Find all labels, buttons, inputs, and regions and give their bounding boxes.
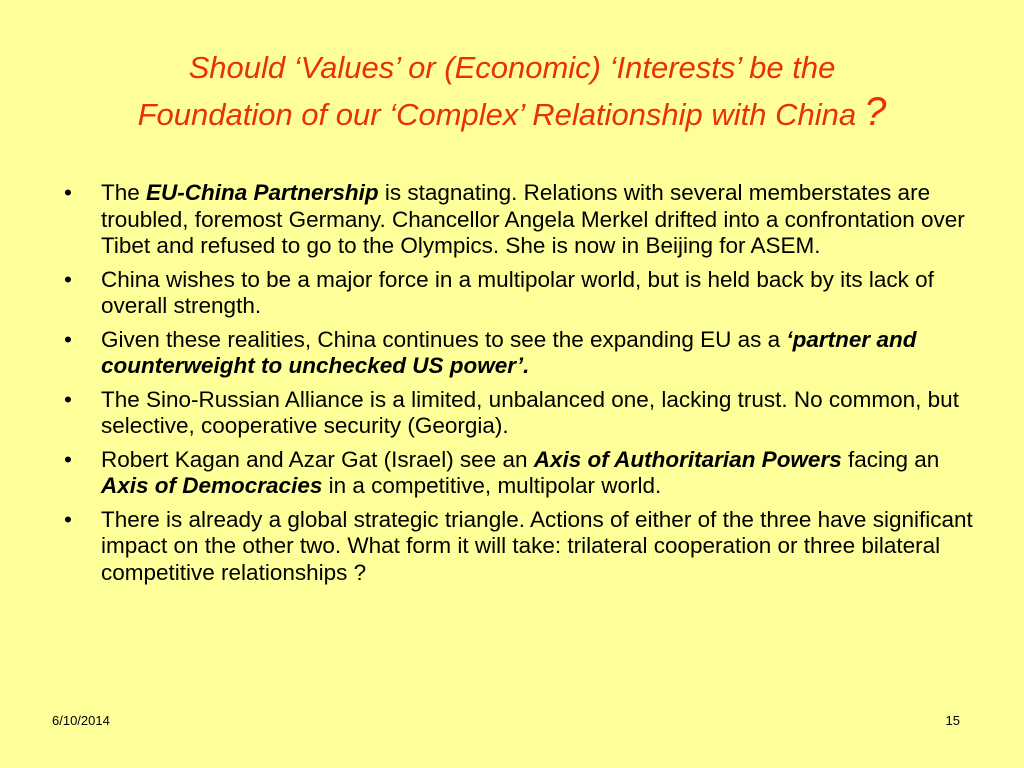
bullet-icon: •	[64, 446, 72, 472]
bullet-item-partner	[64, 327, 984, 380]
bullet-icon: •	[64, 266, 72, 292]
bullet-list	[64, 180, 984, 593]
footer-date: 6/10/2014	[52, 713, 110, 728]
bullet-text: The	[101, 180, 147, 205]
bullet-text: There is already a global strategic triangle. Actions of either of the three have significant impact on the other two. What form it will take: trilateral cooperation or three bilateral competitive relationships ?	[101, 506, 973, 585]
title-line-1: Should ‘Values’ or (Economic) ‘Interests’ be the	[188, 50, 836, 85]
bullet-emphasis: ‘partner and counterweight to unchecked US power’.	[101, 326, 917, 378]
bullet-text: facing an	[841, 446, 940, 472]
bullet-text: Given these realities, China continues to see the expanding EU as a	[101, 326, 787, 352]
title-line-2: Foundation of our ‘Complex’ Relationship with China	[137, 97, 857, 132]
bullet-icon: •	[64, 180, 72, 205]
title-question-mark: ?	[864, 90, 887, 134]
bullet-emphasis: Axis of Authoritarian Powers	[533, 446, 842, 472]
bullet-emphasis: EU-China Partnership	[146, 180, 379, 205]
bullet-icon: •	[64, 326, 72, 352]
bullet-item-triangle	[64, 507, 984, 587]
bullet-icon: •	[64, 506, 72, 532]
bullet-icon: •	[64, 386, 72, 412]
page-number: 15	[945, 713, 960, 728]
bullet-item-sino-russian	[64, 387, 984, 440]
bullet-text: Robert Kagan and Azar Gat (Israel) see an	[101, 446, 534, 472]
bullet-text: China wishes to be a major force in a multipolar world, but is held back by its lack of overall strength.	[101, 266, 934, 318]
bullet-text: The Sino-Russian Alliance is a limited, unbalanced one, lacking trust. No common, but selective, cooperative security (Georgia).	[101, 386, 959, 438]
bullet-text: is stagnating. Relations with several memberstates are troubled, foremost Germany. Chancellor Angela Merkel drifted into a confrontation over Tibet and refused to go to the Olympics. She is now in Beijing for ASEM.	[101, 180, 965, 258]
slide-title	[20, 46, 1004, 137]
bullet-emphasis: Axis of Democracies	[101, 473, 323, 498]
bullet-item-multipolar	[64, 267, 984, 320]
bullet-item-axis	[64, 447, 984, 500]
bullet-item-eu-china	[64, 180, 984, 260]
bullet-text: in a competitive, multipolar world.	[322, 473, 662, 498]
